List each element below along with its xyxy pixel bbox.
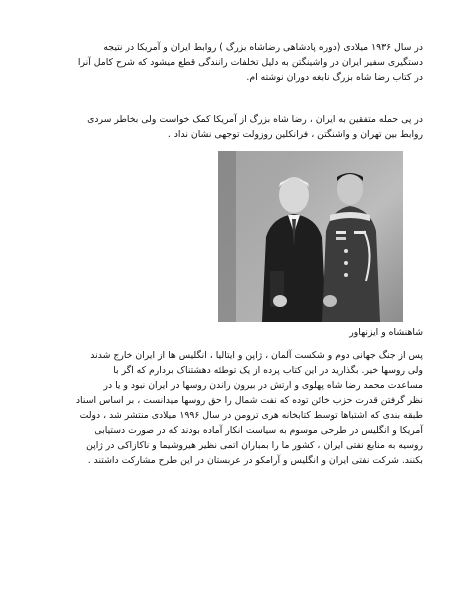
paragraph-line: پس از جنگ جهانی دوم و شکست آلمان ، ژاپن و ایتالیا ، انگلیس ها از ایران خارج شدند (90, 350, 423, 361)
paragraph-line: در سال ۱۹۳۶ میلادی (دوره پادشاهی رضاشاه بزرگ ) روابط ایران و آمریکا در نتیجه (103, 42, 423, 53)
paragraph-line: طبقه بندی که اشتباها توسط کتابخانه هری ترومن در سال ۱۹۹۶ میلادی منتشر شد ، دولت (79, 410, 423, 421)
paragraph-line: آمریکا و انگلیس در طرحی موسوم به سیاست انکار آماده بودند که در صورت دستیابی (94, 425, 423, 436)
paragraph-line: نظر گرفتن قدرت حزب خائن توده که نفت شمال را حق روسها میدانست ، بر اساس اسناد (75, 395, 423, 406)
paragraph-line: بکنند. شرکت نفتی ایران و انگلیس و آرامکو در عربستان در این طرح مشارکت داشتند . (87, 455, 423, 466)
paragraph-line: مساعدت محمد رضا شاه پهلوی و ارتش در بیرون راندن روسها در ایران نبود و یا در (103, 380, 423, 391)
portrait-photo (218, 151, 403, 322)
paragraph-line: روسیه به منابع نفتی ایران ، کشور ما را بمباران اتمی نظیر هیروشیما و ناکازاکی در ژاپن (86, 440, 423, 451)
paragraph-line: دستگیری سفیر ایران در واشینگتن به دلیل تخلفات رانندگی قطع میشود که شرح کامل آنرا (77, 57, 423, 68)
paragraph-line: روابط بین تهران و واشنگتن ، فرانکلین روزولت توجهی نشان نداد . (167, 129, 423, 140)
photo-caption: شاهنشاه و ایزنهاور (349, 327, 423, 338)
paragraph-line: ولی روسها خیر. بگذارید در این کتاب پرده از یک توطئه دهشتناک بردارم که اگر با (113, 365, 423, 376)
paragraph-line: در کتاب رضا شاه بزرگ نابغه دوران نوشته ام. (246, 72, 423, 83)
paragraph-1 (40, 40, 423, 85)
paragraph-2 (40, 112, 423, 142)
portrait-photo-graphic (218, 151, 403, 322)
paragraph-3 (40, 348, 423, 468)
paragraph-line: در پی حمله متفقین به ایران ، رضا شاه بزرگ از آمریکا کمک خواست ولی بخاطر سردی (87, 114, 423, 125)
